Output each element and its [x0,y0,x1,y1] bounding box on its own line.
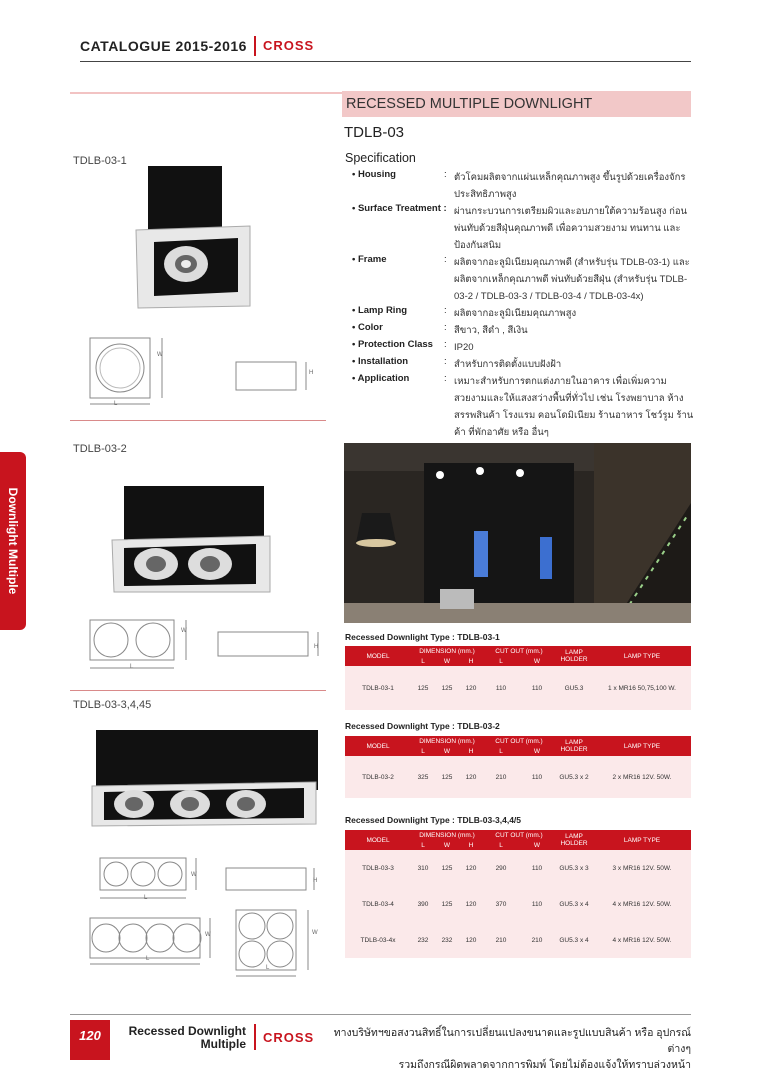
section-line [70,92,344,94]
cell: TDLB-03-1 [345,666,411,710]
spec-value: IP20 [454,342,474,353]
dim-w-1: W [157,352,163,358]
th-cl: L [483,746,519,756]
cell: 1 x MR16 50,75,100 W. [593,666,691,710]
dim-w-4: W [205,932,211,938]
th-model: MODEL [345,830,411,850]
spec-table-1 [345,646,691,710]
dimension-drawing-3 [96,854,206,906]
table-title-3: Recessed Downlight Type : TDLB-03-3,4,4/5 [345,815,522,825]
footer-brand-logo: CROSS [263,1030,315,1045]
cell: TDLB-03-3 [345,850,411,886]
th-h: H [459,840,483,850]
cell: 120 [459,850,483,886]
divider-1 [70,420,326,421]
cell: 370 [483,886,519,922]
cell: TDLB-03-4x [345,922,411,958]
cell: 290 [483,850,519,886]
cell: GU5.3 x 3 [555,850,593,886]
cell: 110 [519,666,555,710]
spec-value: ผลิตจากอะลูมิเนียมคุณภาพดี (สำหรับรุ่น TDLB-03-1) และผลิตจากเหล็กคุณภาพดี พ่นทับด้วยสีฝุ่น (สำหรับรุ่น TDLB-03-2 / TDLB-03-3 / TDLB-03-4 / TDLB-03-4x) [454,257,690,302]
footer-note-line2: รวมถึงกรณีผิดพลาดจากการพิมพ์ โดยไม่ต้องแจ้งให้ทราบล่วงหน้า [398,1059,691,1071]
th-h: H [459,746,483,756]
dim-l-5: L [266,965,270,971]
spec-table-2 [345,736,691,798]
product-label-1: TDLB-03-1 [73,155,127,167]
spec-heading: Specification [345,151,416,165]
th-lamp-type: LAMP TYPE [593,646,691,666]
th-cw: W [519,840,555,850]
product-image-1 [132,160,252,310]
spec-key: • Protection Class [352,339,433,350]
model-code: TDLB-03 [344,124,405,141]
cell: 210 [483,922,519,958]
cell: 210 [483,756,519,798]
cell: 232 [435,922,459,958]
th-holder: LAMP HOLDER [555,736,593,756]
spec-key: • Frame [352,254,387,265]
cell: 120 [459,922,483,958]
th-l: L [411,656,435,666]
th-model: MODEL [345,646,411,666]
brand-logo: CROSS [263,38,315,53]
cell: TDLB-03-4 [345,886,411,922]
spec-table-3 [345,830,691,958]
th-l: L [411,840,435,850]
cell: GU5.3 x 4 [555,886,593,922]
cell: 232 [411,922,435,958]
footer-title-line2: Multiple [200,1037,246,1051]
th-cl: L [483,840,519,850]
th-holder: LAMP HOLDER [555,646,593,666]
product-image-3 [90,728,320,828]
room-photo [344,443,691,623]
table-row [345,922,691,958]
th-model: MODEL [345,736,411,756]
table-row [345,666,691,710]
table-row [345,886,691,922]
th-dimension: DIMENSION (mm.) [411,830,483,840]
spec-value: เหมาะสำหรับการตกแต่งภายในอาคาร เพื่อเพิ่มความสวยงามและให้แสงสว่างพื้นที่ทั่วไป เช่น โรงพยาบาล ห้างสรรพสินค้า โรงแรม คอนโดมิเนียม ร้านอาหาร โชว์รูม ร้านค้า ที่พักอาศัย หรือ อื่นๆ [454,376,694,438]
th-l: L [411,746,435,756]
spec-value: ผ่านกระบวนการเตรียมผิวและอบภายใต้ความร้อนสูง ก่อนพ่นทับด้วยสีฝุ่นคุณภาพดี เพื่อความสวยงาม ทนทาน และป้องกันสนิม [454,206,688,251]
cell: 125 [435,756,459,798]
product-label-2: TDLB-03-2 [73,443,127,455]
dimension-drawing-5 [232,906,322,980]
cell: GU5.3 x 4 [555,922,593,958]
footer-separator [254,1024,256,1050]
th-cutout: CUT OUT (mm.) [483,736,555,746]
spec-key: • Housing [352,169,396,180]
th-h: H [459,656,483,666]
cell: 110 [483,666,519,710]
catalogue-title: CATALOGUE 2015-2016 [80,38,247,54]
cell: 125 [435,850,459,886]
spec-key: • Color [352,322,383,333]
side-tab-label: Downlight Multiple [6,487,20,595]
side-drawing-2 [214,630,324,662]
th-lamp-type: LAMP TYPE [593,736,691,756]
dim-w-3: W [191,872,197,878]
th-cutout: CUT OUT (mm.) [483,646,555,656]
dim-w-5: W [312,930,318,936]
spec-key: • Surface Treatment : [352,203,447,214]
spec-value: ตัวโคมผลิตจากแผ่นเหล็กคุณภาพสูง ขึ้นรูปด้วยเครื่องจักรประสิทธิภาพสูง [454,172,686,200]
th-dimension: DIMENSION (mm.) [411,736,483,746]
cell: 110 [519,850,555,886]
cell: 120 [459,886,483,922]
th-dimension: DIMENSION (mm.) [411,646,483,656]
section-band [342,91,691,117]
footer-note-line1: ทางบริษัทฯขอสงวนสิทธิ์ในการเปลี่ยนแปลงขนาดและรูปแบบสินค้า หรือ อุปกรณ์ต่างๆ [333,1027,691,1055]
dimension-drawing-2 [86,616,196,676]
spec-value: ผลิตจากอะลูมิเนียมคุณภาพสูง [454,308,577,319]
dim-w-2: W [181,628,187,634]
th-holder: LAMP HOLDER [555,830,593,850]
footer-title-line1: Recessed Downlight [128,1024,246,1038]
footer-note [330,1025,691,1073]
product-image-2 [110,484,274,594]
spec-key: • Lamp Ring [352,305,408,316]
th-cl: L [483,656,519,666]
page-number: 120 [79,1028,101,1043]
side-drawing-3 [222,866,322,894]
table-title-1: Recessed Downlight Type : TDLB-03-1 [345,632,500,642]
th-w: W [435,746,459,756]
dim-h-3: H [313,878,318,884]
cell: 390 [411,886,435,922]
cell: 120 [459,666,483,710]
spec-value: สำหรับการติดตั้งแบบฝังฝ้า [454,359,562,370]
page-number-box [70,1020,110,1060]
cell: 4 x MR16 12V. 50W. [593,886,691,922]
cell: 2 x MR16 12V. 50W. [593,756,691,798]
cell: 4 x MR16 12V. 50W. [593,922,691,958]
th-cw: W [519,746,555,756]
side-tab[interactable] [0,452,26,630]
table-title-2: Recessed Downlight Type : TDLB-03-2 [345,721,500,731]
cell: 125 [411,666,435,710]
table-row [345,850,691,886]
cell: 3 x MR16 12V. 50W. [593,850,691,886]
th-cutout: CUT OUT (mm.) [483,830,555,840]
cell: GU5.3 x 2 [555,756,593,798]
side-drawing-1 [232,360,322,394]
cell: 210 [519,922,555,958]
dim-h-2: H [314,644,319,650]
cell: GU5.3 [555,666,593,710]
cell: TDLB-03-2 [345,756,411,798]
cell: 125 [435,666,459,710]
dim-l-4: L [146,956,150,962]
dim-h-1: H [309,370,314,376]
cell: 310 [411,850,435,886]
spec-key: • Installation [352,356,409,367]
cell: 325 [411,756,435,798]
divider-2 [70,690,326,691]
dim-l-3: L [144,895,148,901]
cell: 110 [519,756,555,798]
dim-l-1: L [114,401,118,407]
dimension-drawing-1 [84,332,174,410]
dim-l-2: L [130,664,134,670]
th-w: W [435,656,459,666]
spec-value: สีขาว, สีดำ , สีเงิน [454,325,528,336]
dimension-drawing-4 [86,914,216,970]
footer-title [112,1025,246,1051]
header-separator [254,36,256,56]
product-label-3: TDLB-03-3,4,45 [73,699,152,711]
section-title: RECESSED MULTIPLE DOWNLIGHT [346,96,593,112]
cell: 110 [519,886,555,922]
spec-key: • Application [352,373,410,384]
footer-rule [70,1014,691,1015]
header-rule [80,61,691,62]
cell: 125 [435,886,459,922]
cell: 120 [459,756,483,798]
th-cw: W [519,656,555,666]
th-w: W [435,840,459,850]
table-row [345,756,691,798]
th-lamp-type: LAMP TYPE [593,830,691,850]
